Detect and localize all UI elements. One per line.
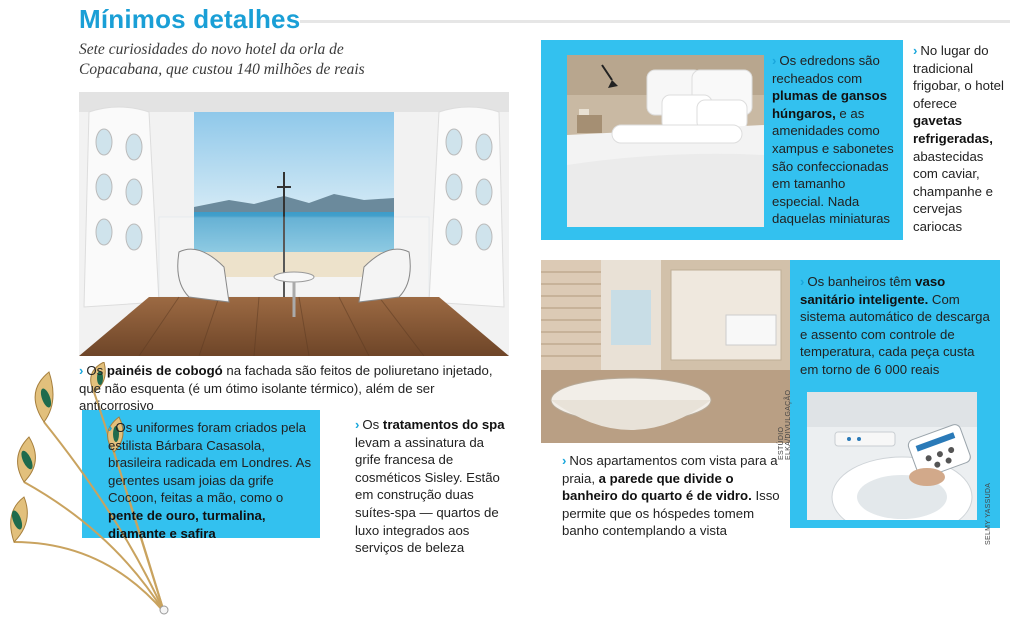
bathroom-photo	[541, 260, 790, 443]
bathroom-illustration	[541, 260, 790, 443]
caption-cobogo: › Os painéis de cobogó na fachada são feitos de poliuretano injetado, que não esquenta (é um ótimo isolante térmico), além de ser anticorrosivo	[79, 363, 493, 414]
toilet-illustration	[807, 392, 977, 520]
caption-duvets: › Os edredons são recheados com plumas de gansos húngaros, e as amenidades como xampus e sabonetes são confeccionadas em tamanho especial. Nada daquelas miniaturas	[772, 53, 894, 227]
chevron-right-icon: ›	[108, 420, 113, 435]
chevron-right-icon: ›	[562, 453, 567, 468]
chevron-right-icon: ›	[772, 53, 777, 68]
chevron-right-icon: ›	[800, 274, 805, 289]
caption-toilets: › Os banheiros têm vaso sanitário inteligente. Com sistema automático de descarga e assento com controle de temperatura, cada peça custa em torno de 6 000 reais	[800, 274, 990, 377]
caption-glass-wall: › Nos apartamentos com vista para a praia, a parede que divide o banheiro do quarto é de vidro. Isso permite que os hóspedes tomem banho contemplando a vista	[562, 453, 780, 539]
photo-credit-center: ESTÚDIO ELKA/DIVULGAÇÃO	[778, 389, 792, 460]
caption-spa: › Os tratamentos do spa levam a assinatura da grife francesa de cosméticos Sisley. Estão em construção duas suítes-spa — quartos de luxo integrados aos serviços de beleza	[355, 417, 505, 556]
caption-minibar: › No lugar do tradicional frigobar, o hotel oferece gavetas refrigeradas, abastecidas com caviar, champanhe e cervejas cariocas	[913, 43, 1004, 234]
chevron-right-icon: ›	[79, 363, 84, 378]
bedroom-photo	[567, 55, 764, 227]
title-divider	[300, 20, 1010, 23]
balcony-illustration	[79, 92, 509, 356]
caption-uniforms: › Os uniformes foram criados pela estilista Bárbara Casasola, brasileira radicada em Londres. As gerentes usam joias da grife Cocoon, feitas a mão, como o pente de ouro, turmalina, diamante e safira	[108, 420, 312, 541]
chevron-right-icon: ›	[913, 43, 918, 58]
balcony-photo	[79, 92, 509, 356]
page-title: Mínimos detalhes	[79, 4, 301, 34]
bedroom-illustration	[567, 55, 764, 227]
chevron-right-icon: ›	[355, 417, 360, 432]
toilet-photo	[807, 392, 977, 520]
photo-credit-right: SELMY YASSUDA	[985, 482, 992, 545]
page-subtitle: Sete curiosidades do novo hotel da orla de Copacabana, que custou 140 milhões de reais	[79, 41, 365, 78]
